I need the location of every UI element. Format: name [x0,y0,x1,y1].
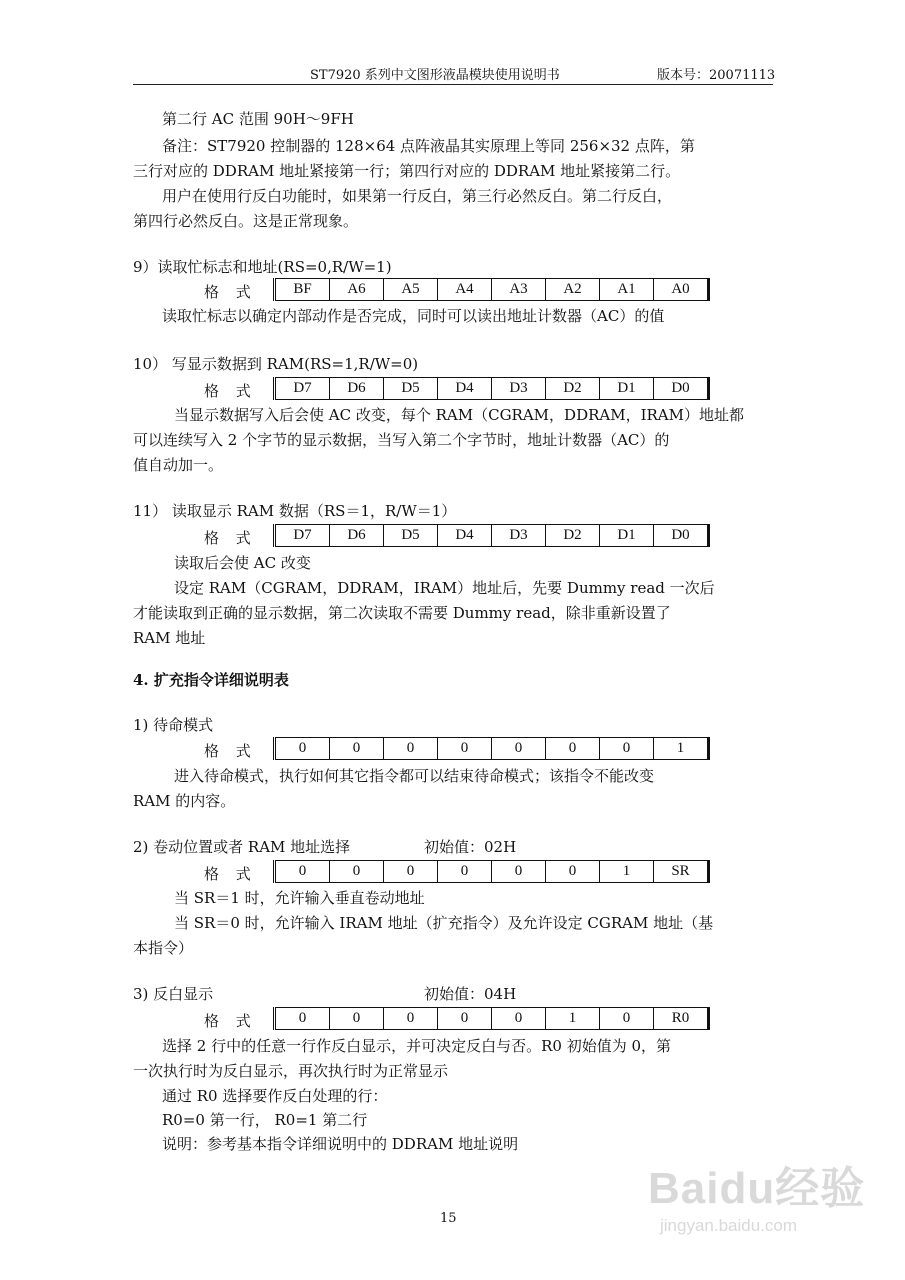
e3-init-value: 初始值：04H [424,985,517,1003]
e3-bit-table [273,1007,710,1030]
s11-desc-1: 读取后会使 AC 改变 [174,554,311,572]
bit-cell: D2 [546,378,600,400]
s10-desc-1: 当显示数据写入后会使 AC 改变，每个 RAM（CGRAM，DDRAM，IRAM）地址都 [174,406,744,424]
bit-cell: D2 [546,525,600,547]
bit-cell: D1 [600,378,654,400]
bit-cell: 1 [654,738,709,760]
e3-desc-1: 选择 2 行中的任意一行作反白显示，并可决定反白与否。R0 初始值为 0，第 [162,1037,671,1055]
e3-format-label: 格 式 [204,1012,257,1030]
bit-cell: 0 [600,738,654,760]
e1-title: 1) 待命模式 [133,716,214,734]
bit-cell: A3 [492,279,546,301]
bit-cell: 0 [330,861,384,883]
bit-cell: 0 [330,1008,384,1030]
e2-bit-table [273,860,710,883]
bit-cell: D4 [438,378,492,400]
e2-desc-3: 本指令） [133,939,194,957]
watermark-url: jingyan.baidu.com [660,1216,798,1235]
header-version: 版本号：20071113 [657,68,776,83]
bit-cell: D4 [438,525,492,547]
bit-cell: 0 [546,861,600,883]
e1-desc-1: 进入待命模式，执行如何其它指令都可以结束待命模式；该指令不能改变 [174,767,655,785]
s9-bit-table [273,278,710,301]
bit-cell: D1 [600,525,654,547]
s10-title: 10） 写显示数据到 RAM(RS=1,R/W=0) [133,355,419,373]
e3-title: 3) 反白显示 [133,985,214,1003]
s10-format-label: 格 式 [204,382,257,400]
bit-cell: R0 [654,1008,709,1030]
e2-desc-1: 当 SR＝1 时，允许输入垂直卷动地址 [174,889,425,907]
bit-cell: 0 [438,861,492,883]
e2-desc-2: 当 SR＝0 时，允许输入 IRAM 地址（扩充指令）及允许设定 CGRAM 地址（基 [174,914,714,932]
bit-cell: 0 [600,1008,654,1030]
header-title: ST7920 系列中文图形液晶模块使用说明书 [310,68,560,83]
s9-format-label: 格 式 [204,283,257,301]
bit-cell: BF [275,279,330,301]
bit-cell: D3 [492,378,546,400]
bit-cell: 0 [275,738,330,760]
watermark-logo: Baidu经验 [648,1164,866,1213]
note-line-1: 备注：ST7920 控制器的 128×64 点阵液晶其实原理上等同 256×32 点阵，第 [162,137,695,155]
bit-cell: D5 [384,525,438,547]
bit-cell: A4 [438,279,492,301]
bit-cell: A1 [600,279,654,301]
bit-cell: 0 [384,861,438,883]
e2-format-label: 格 式 [204,865,257,883]
s10-desc-2: 可以连续写入 2 个字节的显示数据，当写入第二个字节时，地址计数器（AC）的 [133,431,670,449]
bit-cell: D7 [275,525,330,547]
e3-desc-5: 说明：参考基本指令详细说明中的 DDRAM 地址说明 [162,1135,519,1153]
bit-cell: 0 [330,738,384,760]
bit-cell: 0 [492,1008,546,1030]
bit-cell: 0 [275,1008,330,1030]
bit-cell: D0 [654,525,709,547]
e3-desc-2: 一次执行时为反白显示，再次执行时为正常显示 [133,1062,449,1080]
bit-cell: D7 [275,378,330,400]
bit-cell: 0 [438,738,492,760]
bit-cell: A5 [384,279,438,301]
bit-cell: D0 [654,378,709,400]
page-number: 15 [440,1211,457,1226]
user-line-2: 第四行必然反白。这是正常现象。 [133,212,359,230]
s11-format-label: 格 式 [204,529,257,547]
e1-format-label: 格 式 [204,742,257,760]
s11-bit-table [273,524,710,547]
s11-desc-3: 才能读取到正确的显示数据，第二次读取不需要 Dummy read，除非重新设置了 [133,604,671,622]
ac-range-line: 第二行 AC 范围 90H～9FH [162,110,354,128]
bit-cell: 1 [546,1008,600,1030]
section-4-heading: 4. 扩充指令详细说明表 [133,671,289,689]
bit-cell: D6 [330,525,384,547]
s9-desc: 读取忙标志以确定内部动作是否完成，同时可以读出地址计数器（AC）的值 [162,307,665,325]
user-line-1: 用户在使用行反白功能时，如果第一行反白，第三行必然反白。第二行反白， [162,187,673,205]
s9-title: 9）读取忙标志和地址(RS=0,R/W=1) [133,258,392,276]
s11-title: 11） 读取显示 RAM 数据（RS＝1，R/W＝1） [133,502,457,520]
s11-desc-4: RAM 地址 [133,629,206,647]
e1-desc-2: RAM 的内容。 [133,792,236,810]
bit-cell: A6 [330,279,384,301]
bit-cell: 0 [275,861,330,883]
e3-desc-3: 通过 R0 选择要作反白处理的行： [162,1087,388,1105]
header-divider [133,84,773,85]
s10-desc-3: 值自动加一。 [133,456,224,474]
bit-cell: 0 [546,738,600,760]
bit-cell: A2 [546,279,600,301]
s11-desc-2: 设定 RAM（CGRAM，DDRAM，IRAM）地址后，先要 Dummy read 一次后 [174,579,715,597]
e1-bit-table [273,737,710,760]
e2-title: 2) 卷动位置或者 RAM 地址选择 [133,838,351,856]
bit-cell: 0 [384,738,438,760]
bit-cell: 0 [492,738,546,760]
bit-cell: 1 [600,861,654,883]
e3-desc-4: R0=0 第一行， R0=1 第二行 [162,1111,368,1129]
note-line-2: 三行对应的 DDRAM 地址紧接第一行；第四行对应的 DDRAM 地址紧接第二行。 [133,162,681,180]
bit-cell: D5 [384,378,438,400]
bit-cell: 0 [384,1008,438,1030]
bit-cell: SR [654,861,709,883]
s10-bit-table [273,377,710,400]
bit-cell: 0 [438,1008,492,1030]
e2-init-value: 初始值：02H [424,838,517,856]
bit-cell: D6 [330,378,384,400]
bit-cell: 0 [492,861,546,883]
bit-cell: D3 [492,525,546,547]
watermark [648,1152,865,1236]
bit-cell: A0 [654,279,709,301]
